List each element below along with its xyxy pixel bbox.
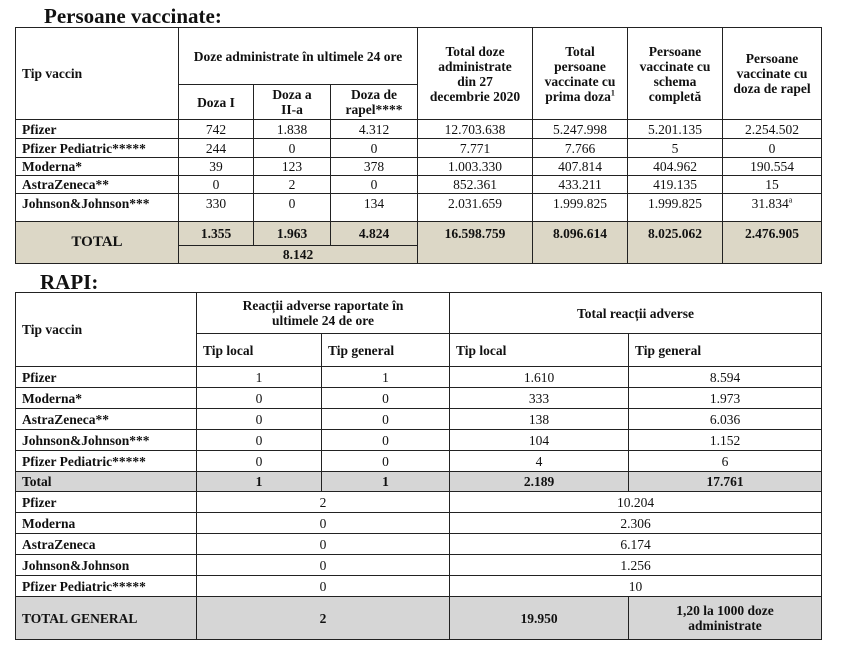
cell: 2 <box>197 492 450 513</box>
cell: 6.036 <box>629 409 822 430</box>
cell: 0 <box>254 139 331 158</box>
table-row <box>16 388 822 409</box>
total-row <box>16 222 822 246</box>
total-general-label: TOTAL GENERAL <box>16 597 197 640</box>
cell: 2.254.502 <box>723 120 822 139</box>
vaccine-name: Pfizer <box>16 367 197 388</box>
cell: 6 <box>629 451 822 472</box>
cell: 330 <box>179 194 254 222</box>
summary-row <box>16 576 822 597</box>
header-schema-completa: Persoane vaccinate cu schema completă <box>628 28 723 120</box>
total-cell: 2.476.905 <box>723 222 822 264</box>
table-row <box>16 176 822 194</box>
cell: 1.999.825 <box>628 194 723 222</box>
cell: 1 <box>197 367 322 388</box>
table-row <box>16 120 822 139</box>
header-doza-1: Doza I <box>179 85 254 120</box>
cell: 742 <box>179 120 254 139</box>
cell: 15 <box>723 176 822 194</box>
cell: 4 <box>450 451 629 472</box>
cell: 8.594 <box>629 367 822 388</box>
total-cell: 8.025.062 <box>628 222 723 264</box>
cell: 0 <box>322 451 450 472</box>
header-tip-local-24h: Tip local <box>197 334 322 367</box>
total-cell: 1 <box>197 472 322 492</box>
header-reactii-24h: Reacții adverse raportate în ultimele 24 de ore <box>197 293 450 334</box>
cell: 7.771 <box>418 139 533 158</box>
adverse-reactions-table <box>15 292 822 640</box>
summary-row <box>16 492 822 513</box>
cell: 0 <box>197 534 450 555</box>
table-row <box>16 367 822 388</box>
total-cell: 1.963 <box>254 222 331 246</box>
header-total-prima-doza: Total persoane vaccinate cu prima doza$^1$ <box>533 28 628 120</box>
cell: 5.247.998 <box>533 120 628 139</box>
summary-row <box>16 555 822 576</box>
table-row <box>16 430 822 451</box>
cell: 6.174 <box>450 534 822 555</box>
header-doza-rapel: Doza de rapel**** <box>331 85 418 120</box>
vaccine-name: Moderna <box>16 513 197 534</box>
cell: 0 <box>197 451 322 472</box>
vaccine-name: Pfizer <box>16 492 197 513</box>
cell: 138 <box>450 409 629 430</box>
table-row <box>16 451 822 472</box>
header-total-doze: Total doze administrate din 27 decembrie 2020 <box>418 28 533 120</box>
header-tip-general-total: Tip general <box>629 334 822 367</box>
section-title-persoane-vaccinate: Persoane vaccinate: <box>44 4 222 28</box>
cell: 1.003.330 <box>418 158 533 176</box>
cell: 10.204 <box>450 492 822 513</box>
total-general-24h: 2 <box>197 597 450 640</box>
total-cell: 1.355 <box>179 222 254 246</box>
total-cell: 4.824 <box>331 222 418 246</box>
header-doza-rapel-persoane: Persoane vaccinate cu doza de rapel <box>723 28 822 120</box>
cell: 1.256 <box>450 555 822 576</box>
cell: 39 <box>179 158 254 176</box>
cell: 2 <box>254 176 331 194</box>
total-cell: 8.096.614 <box>533 222 628 264</box>
vaccine-name: Pfizer Pediatric***** <box>16 576 197 597</box>
cell: 404.962 <box>628 158 723 176</box>
cell: 2.031.659 <box>418 194 533 222</box>
total-row <box>16 472 822 492</box>
header-tip-vaccin: Tip vaccin <box>16 28 179 120</box>
cell: 0 <box>322 388 450 409</box>
cell: 0 <box>331 176 418 194</box>
cell: 852.361 <box>418 176 533 194</box>
table-row <box>16 139 822 158</box>
total-general-total: 19.950 <box>450 597 629 640</box>
summary-row <box>16 513 822 534</box>
vaccinated-persons-table <box>15 27 822 264</box>
total-label: TOTAL <box>16 222 179 264</box>
cell: 0 <box>331 139 418 158</box>
total-general-rate: 1,20 la 1000 doze administrate <box>629 597 822 640</box>
vaccine-name: Moderna* <box>16 158 179 176</box>
cell: 190.554 <box>723 158 822 176</box>
cell: 0 <box>197 409 322 430</box>
cell: 0 <box>322 409 450 430</box>
cell: 1 <box>322 367 450 388</box>
header-doza-2: Doza a II-a <box>254 85 331 120</box>
total-cell: 1 <box>322 472 450 492</box>
vaccine-name: AstraZeneca** <box>16 176 179 194</box>
cell: 5.201.135 <box>628 120 723 139</box>
vaccine-name: Pfizer Pediatric***** <box>16 451 197 472</box>
cell: 1.999.825 <box>533 194 628 222</box>
cell: 1.152 <box>629 430 822 451</box>
cell: 10 <box>450 576 822 597</box>
vaccine-name: Pfizer Pediatric***** <box>16 139 179 158</box>
total-24h-sum: 8.142 <box>179 246 418 264</box>
vaccine-name: Johnson&Johnson <box>16 555 197 576</box>
vaccine-name: AstraZeneca <box>16 534 197 555</box>
cell: 419.135 <box>628 176 723 194</box>
header-tip-general-24h: Tip general <box>322 334 450 367</box>
vaccine-name: AstraZeneca** <box>16 409 197 430</box>
table-row <box>16 158 822 176</box>
cell: 433.211 <box>533 176 628 194</box>
cell: 2.306 <box>450 513 822 534</box>
cell: 0 <box>254 194 331 222</box>
cell: 134 <box>331 194 418 222</box>
header-doze-24h: Doze administrate în ultimele 24 ore <box>179 28 418 85</box>
vaccine-name: Johnson&Johnson*** <box>16 430 197 451</box>
cell: 12.703.638 <box>418 120 533 139</box>
total-cell: 2.189 <box>450 472 629 492</box>
cell: 0 <box>197 430 322 451</box>
cell: 378 <box>331 158 418 176</box>
vaccine-name: Johnson&Johnson*** <box>16 194 179 222</box>
cell: 407.814 <box>533 158 628 176</box>
cell: 0 <box>197 513 450 534</box>
summary-row <box>16 534 822 555</box>
total-cell: 16.598.759 <box>418 222 533 264</box>
cell: 0 <box>322 430 450 451</box>
total-cell: 17.761 <box>629 472 822 492</box>
cell: 123 <box>254 158 331 176</box>
table-row <box>16 409 822 430</box>
vaccine-name: Moderna* <box>16 388 197 409</box>
header-tip-vaccin: Tip vaccin <box>16 293 197 367</box>
header-tip-local-total: Tip local <box>450 334 629 367</box>
table-row <box>16 194 822 222</box>
cell: 0 <box>179 176 254 194</box>
cell: 0 <box>723 139 822 158</box>
cell: 244 <box>179 139 254 158</box>
cell: 333 <box>450 388 629 409</box>
header-total-reactii: Total reacții adverse <box>450 293 822 334</box>
cell: 5 <box>628 139 723 158</box>
cell: 1.610 <box>450 367 629 388</box>
cell: 4.312 <box>331 120 418 139</box>
section-title-rapi: RAPI: <box>40 270 99 294</box>
total-general-row <box>16 597 822 640</box>
cell: 0 <box>197 388 322 409</box>
cell: 1.973 <box>629 388 822 409</box>
cell: 1.838 <box>254 120 331 139</box>
cell: 0 <box>197 576 450 597</box>
total-label: Total <box>16 472 197 492</box>
cell: 104 <box>450 430 629 451</box>
vaccine-name: Pfizer <box>16 120 179 139</box>
cell: 0 <box>197 555 450 576</box>
cell: 7.766 <box>533 139 628 158</box>
cell: 31.834$^a$ <box>723 194 822 222</box>
